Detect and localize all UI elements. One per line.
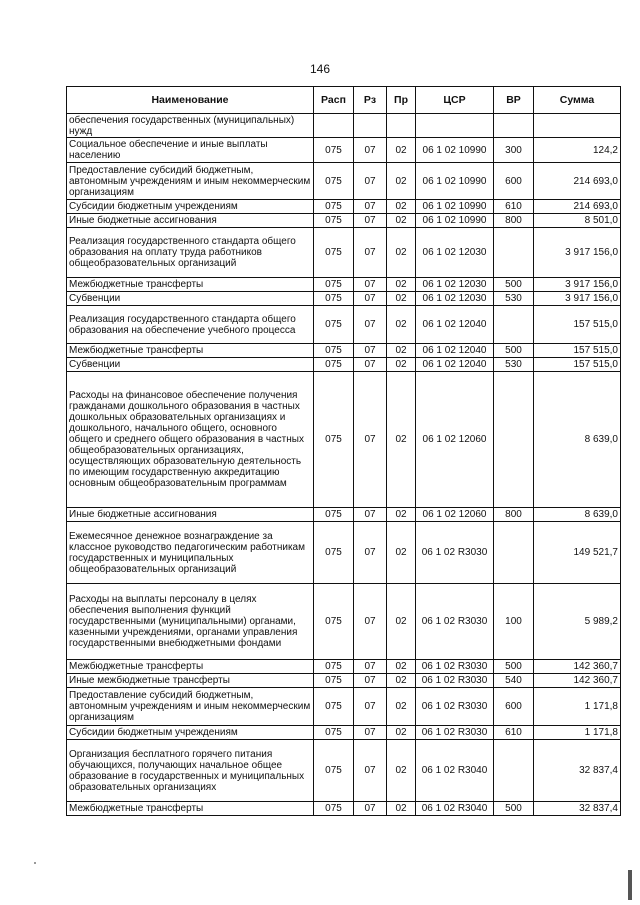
cell-rasp: 075 [314, 802, 354, 816]
cell-name: Иные бюджетные ассигнования [67, 214, 314, 228]
cell-pr: 02 [387, 740, 416, 802]
table-row [67, 660, 621, 674]
cell-rasp: 075 [314, 584, 354, 660]
cell-rasp [314, 114, 354, 138]
cell-pr: 02 [387, 278, 416, 292]
cell-pr: 02 [387, 802, 416, 816]
cell-csr: 06 1 02 R3030 [416, 584, 494, 660]
cell-vr: 500 [494, 660, 534, 674]
cell-pr: 02 [387, 138, 416, 163]
budget-table [66, 86, 621, 816]
cell-name: Субсидии бюджетным учреждениям [67, 200, 314, 214]
cell-rz: 07 [354, 674, 387, 688]
cell-pr: 02 [387, 306, 416, 344]
cell-name: Предоставление субсидий бюджетным, автономным учреждениям и иным некоммерческим организациям [67, 163, 314, 200]
cell-sum: 32 837,4 [534, 740, 621, 802]
cell-pr: 02 [387, 372, 416, 508]
cell-name: Организация бесплатного горячего питания обучающихся, получающих начальное общее образование в государственных и муниципальных образовательных организациях [67, 740, 314, 802]
cell-name: обеспечения государственных (муниципальных) нужд [67, 114, 314, 138]
cell-name: Предоставление субсидий бюджетным, автономным учреждениям и иным некоммерческим организациям [67, 688, 314, 726]
cell-rz: 07 [354, 584, 387, 660]
cell-rasp: 075 [314, 508, 354, 522]
cell-rasp: 075 [314, 522, 354, 584]
cell-vr: 600 [494, 688, 534, 726]
cell-csr: 06 1 02 R3030 [416, 688, 494, 726]
cell-csr: 06 1 02 R3040 [416, 740, 494, 802]
cell-csr: 06 1 02 R3040 [416, 802, 494, 816]
cell-sum: 214 693,0 [534, 200, 621, 214]
table-row [67, 278, 621, 292]
cell-rz: 07 [354, 726, 387, 740]
cell-sum [534, 114, 621, 138]
cell-vr: 800 [494, 508, 534, 522]
cell-rz: 07 [354, 358, 387, 372]
cell-pr: 02 [387, 522, 416, 584]
table-row [67, 688, 621, 726]
cell-name: Расходы на финансовое обеспечение получения гражданами дошкольного образования в частных дошкольных образовательных организациях и дошкольного, начального общего, основного общего и среднего общего образования в частных общеобразовательных организациях, осуществляющих образовательную деятельность по имеющим государственную аккредитацию основным общеобразовательным программам [67, 372, 314, 508]
cell-rasp: 075 [314, 372, 354, 508]
cell-rz: 07 [354, 344, 387, 358]
header-pr: Пр [387, 87, 416, 114]
cell-vr: 610 [494, 200, 534, 214]
cell-csr: 06 1 02 10990 [416, 138, 494, 163]
cell-sum: 157 515,0 [534, 344, 621, 358]
cell-name: Межбюджетные трансферты [67, 802, 314, 816]
header-rasp: Расп [314, 87, 354, 114]
cell-rasp: 075 [314, 228, 354, 278]
cell-csr: 06 1 02 R3030 [416, 660, 494, 674]
cell-name: Реализация государственного стандарта общего образования на оплату труда работников общеобразовательных организаций [67, 228, 314, 278]
cell-rz [354, 114, 387, 138]
cell-name: Межбюджетные трансферты [67, 278, 314, 292]
cell-sum: 142 360,7 [534, 660, 621, 674]
table-row [67, 344, 621, 358]
cell-sum: 157 515,0 [534, 306, 621, 344]
cell-csr [416, 114, 494, 138]
cell-vr: 500 [494, 802, 534, 816]
cell-rz: 07 [354, 163, 387, 200]
cell-pr: 02 [387, 292, 416, 306]
cell-csr: 06 1 02 12030 [416, 292, 494, 306]
header-csr: ЦСР [416, 87, 494, 114]
cell-sum: 8 639,0 [534, 508, 621, 522]
cell-vr: 800 [494, 214, 534, 228]
cell-rasp: 075 [314, 688, 354, 726]
table-row [67, 674, 621, 688]
cell-vr [494, 306, 534, 344]
cell-vr: 610 [494, 726, 534, 740]
cell-rz: 07 [354, 292, 387, 306]
cell-name: Межбюджетные трансферты [67, 344, 314, 358]
cell-rz: 07 [354, 740, 387, 802]
cell-sum: 3 917 156,0 [534, 228, 621, 278]
cell-rz: 07 [354, 522, 387, 584]
cell-vr [494, 740, 534, 802]
cell-rz: 07 [354, 802, 387, 816]
cell-rasp: 075 [314, 740, 354, 802]
cell-pr: 02 [387, 200, 416, 214]
table-row [67, 584, 621, 660]
cell-vr: 530 [494, 292, 534, 306]
table-row [67, 802, 621, 816]
header-rz: Рз [354, 87, 387, 114]
cell-csr: 06 1 02 12040 [416, 358, 494, 372]
cell-rasp: 075 [314, 200, 354, 214]
cell-vr [494, 228, 534, 278]
cell-name: Субвенции [67, 358, 314, 372]
cell-name: Ежемесячное денежное вознаграждение за классное руководство педагогическим работникам государственных и муниципальных общеобразовательных организаций [67, 522, 314, 584]
table-row [67, 508, 621, 522]
scan-speck [34, 862, 36, 864]
cell-name: Расходы на выплаты персоналу в целях обеспечения выполнения функций государственными (муниципальными) органами, казенными учреждениями, органами управления государственными внебюджетными фондами [67, 584, 314, 660]
cell-sum: 5 989,2 [534, 584, 621, 660]
cell-rasp: 075 [314, 306, 354, 344]
cell-pr: 02 [387, 228, 416, 278]
cell-name: Субвенции [67, 292, 314, 306]
cell-name: Иные межбюджетные трансферты [67, 674, 314, 688]
cell-rasp: 075 [314, 660, 354, 674]
cell-sum: 124,2 [534, 138, 621, 163]
table-row [67, 358, 621, 372]
cell-name: Межбюджетные трансферты [67, 660, 314, 674]
cell-csr: 06 1 02 12060 [416, 508, 494, 522]
cell-csr: 06 1 02 10990 [416, 200, 494, 214]
cell-rasp: 075 [314, 138, 354, 163]
cell-csr: 06 1 02 12030 [416, 278, 494, 292]
cell-rz: 07 [354, 508, 387, 522]
header-name: Наименование [67, 87, 314, 114]
cell-name: Иные бюджетные ассигнования [67, 508, 314, 522]
cell-sum: 149 521,7 [534, 522, 621, 584]
cell-sum: 3 917 156,0 [534, 292, 621, 306]
cell-csr: 06 1 02 12040 [416, 344, 494, 358]
cell-pr: 02 [387, 688, 416, 726]
cell-rasp: 075 [314, 358, 354, 372]
table-row [67, 200, 621, 214]
cell-rasp: 075 [314, 214, 354, 228]
cell-vr: 500 [494, 344, 534, 358]
cell-vr: 100 [494, 584, 534, 660]
cell-vr [494, 114, 534, 138]
cell-name: Социальное обеспечение и иные выплаты населению [67, 138, 314, 163]
table-row [67, 726, 621, 740]
cell-rz: 07 [354, 660, 387, 674]
cell-sum: 214 693,0 [534, 163, 621, 200]
cell-rz: 07 [354, 306, 387, 344]
cell-pr [387, 114, 416, 138]
cell-rasp: 075 [314, 292, 354, 306]
cell-sum: 157 515,0 [534, 358, 621, 372]
cell-vr: 500 [494, 278, 534, 292]
cell-rasp: 075 [314, 163, 354, 200]
cell-sum: 1 171,8 [534, 726, 621, 740]
cell-sum: 8 501,0 [534, 214, 621, 228]
scan-edge-mark [628, 870, 632, 900]
cell-vr: 300 [494, 138, 534, 163]
cell-rz: 07 [354, 214, 387, 228]
cell-pr: 02 [387, 726, 416, 740]
table-row [67, 114, 621, 138]
cell-rasp: 075 [314, 726, 354, 740]
cell-pr: 02 [387, 344, 416, 358]
cell-rz: 07 [354, 200, 387, 214]
cell-csr: 06 1 02 12060 [416, 372, 494, 508]
cell-vr [494, 522, 534, 584]
cell-sum: 3 917 156,0 [534, 278, 621, 292]
cell-csr: 06 1 02 12030 [416, 228, 494, 278]
cell-rasp: 075 [314, 344, 354, 358]
cell-csr: 06 1 02 10990 [416, 214, 494, 228]
cell-sum: 142 360,7 [534, 674, 621, 688]
cell-csr: 06 1 02 R3030 [416, 674, 494, 688]
table-row [67, 163, 621, 200]
table-header-row [67, 87, 621, 114]
cell-rz: 07 [354, 278, 387, 292]
header-sum: Сумма [534, 87, 621, 114]
cell-vr [494, 372, 534, 508]
cell-csr: 06 1 02 R3030 [416, 522, 494, 584]
cell-vr: 600 [494, 163, 534, 200]
cell-name: Реализация государственного стандарта общего образования на обеспечение учебного процесса [67, 306, 314, 344]
cell-rz: 07 [354, 138, 387, 163]
cell-rasp: 075 [314, 674, 354, 688]
table-row [67, 138, 621, 163]
page-number: 146 [309, 62, 331, 76]
cell-vr: 540 [494, 674, 534, 688]
cell-rz: 07 [354, 372, 387, 508]
table-row [67, 522, 621, 584]
cell-name: Субсидии бюджетным учреждениям [67, 726, 314, 740]
cell-pr: 02 [387, 214, 416, 228]
cell-pr: 02 [387, 674, 416, 688]
cell-rasp: 075 [314, 278, 354, 292]
cell-vr: 530 [494, 358, 534, 372]
cell-csr: 06 1 02 12040 [416, 306, 494, 344]
cell-csr: 06 1 02 10990 [416, 163, 494, 200]
cell-rz: 07 [354, 228, 387, 278]
cell-sum: 8 639,0 [534, 372, 621, 508]
cell-sum: 1 171,8 [534, 688, 621, 726]
table-row [67, 228, 621, 278]
cell-csr: 06 1 02 R3030 [416, 726, 494, 740]
cell-pr: 02 [387, 358, 416, 372]
header-vr: ВР [494, 87, 534, 114]
table-row [67, 292, 621, 306]
table-body [67, 114, 621, 816]
cell-sum: 32 837,4 [534, 802, 621, 816]
cell-rz: 07 [354, 688, 387, 726]
table-row [67, 740, 621, 802]
cell-pr: 02 [387, 660, 416, 674]
cell-pr: 02 [387, 508, 416, 522]
cell-pr: 02 [387, 584, 416, 660]
table-row [67, 306, 621, 344]
cell-pr: 02 [387, 163, 416, 200]
table-row [67, 372, 621, 508]
table-row [67, 214, 621, 228]
